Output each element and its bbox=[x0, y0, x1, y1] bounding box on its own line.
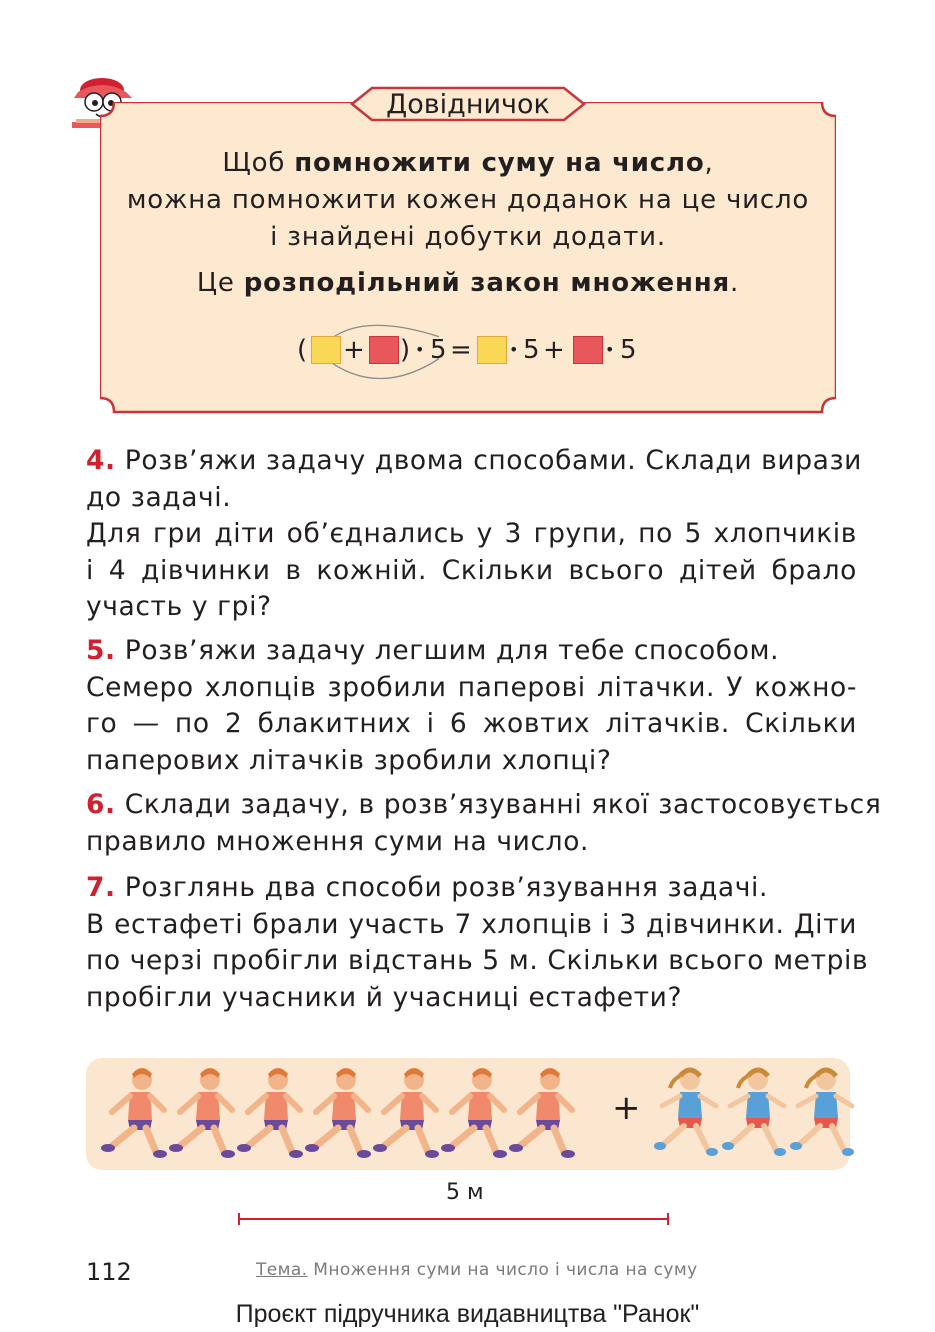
relay-runners-illustration bbox=[86, 1058, 850, 1170]
formula-plus: + bbox=[343, 335, 365, 365]
reference-box bbox=[100, 89, 836, 412]
task-5 bbox=[86, 633, 857, 779]
project-note: Проєкт підручника видавництва "Ранок" bbox=[235, 1300, 700, 1328]
task-line: участь у грі? bbox=[86, 591, 272, 622]
task-line: до задачі. bbox=[86, 481, 232, 513]
task-number: 7. bbox=[86, 872, 116, 903]
formula-dot: • bbox=[415, 340, 425, 359]
task-7 bbox=[86, 870, 869, 1016]
task-line: 5. Розв’яжи задачу легшим для тебе способом. bbox=[86, 635, 780, 666]
footer-topic: Тема. Множення суми на число і числа на суму bbox=[256, 1260, 698, 1280]
reference-rule-line-1: Щоб помножити суму на число, bbox=[222, 148, 714, 178]
reference-rule-line-3: і знайдені добутки додати. bbox=[270, 222, 666, 252]
task-line: по черзі пробігли відстань 5 м. Скільки всього метрів bbox=[86, 945, 869, 976]
formula-dot: • bbox=[509, 340, 519, 359]
yellow-square bbox=[477, 336, 507, 364]
girl-runner-icon bbox=[782, 1062, 862, 1162]
task-line: 4. Розв’яжи задачу двома способами. Склади вирази bbox=[86, 445, 863, 476]
runners-plus: + bbox=[612, 1088, 641, 1128]
task-line: пробігли учасники й учасниці естафети? bbox=[86, 981, 683, 1013]
task-line: паперових літачків зробили хлопці? bbox=[86, 744, 612, 776]
formula-close-paren: ) bbox=[400, 335, 411, 365]
formula-five: 5 bbox=[430, 335, 447, 365]
task-line: го — по 2 блакитних і 6 жовтих літачків. Скільки bbox=[86, 708, 857, 739]
formula-equals: = bbox=[450, 335, 472, 365]
task-4 bbox=[86, 443, 863, 626]
formula-five: 5 bbox=[620, 335, 637, 365]
task-line: Для гри діти об’єднались у 3 групи, по 5 хлопчиків bbox=[86, 518, 857, 549]
reference-title: Довідничок bbox=[386, 89, 550, 120]
formula-dot: • bbox=[605, 340, 615, 359]
reference-rule-line-2: можна помножити кожен доданок на це число bbox=[126, 185, 810, 215]
task-line: і 4 дівчинки в кожній. Скільки всього дітей брало bbox=[86, 554, 857, 586]
boy-runner-icon bbox=[500, 1062, 580, 1162]
task-line: 7. Розглянь два способи розв’язування задачі. bbox=[86, 872, 768, 903]
task-6 bbox=[86, 787, 882, 860]
task-line: В естафеті брали участь 7 хлопців і 3 дівчинки. Діти bbox=[86, 908, 857, 940]
formula-open-paren: ( bbox=[297, 335, 308, 365]
red-square bbox=[369, 336, 399, 364]
page-number: 112 bbox=[86, 1258, 132, 1286]
formula-five: 5 bbox=[523, 335, 540, 365]
task-line: Семеро хлопців зробили паперові літачки. У кожно- bbox=[86, 671, 857, 703]
task-number: 4. bbox=[86, 445, 116, 476]
distance-label: 5 м bbox=[446, 1180, 484, 1205]
task-number: 5. bbox=[86, 635, 116, 666]
formula-plus: + bbox=[543, 335, 565, 365]
distance-segment bbox=[238, 1212, 672, 1226]
task-number: 6. bbox=[86, 789, 116, 820]
yellow-square bbox=[311, 336, 341, 364]
task-line: правило множення суми на число. bbox=[86, 825, 590, 857]
task-line: 6. Склади задачу, в розв’язуванні якої застосовується bbox=[86, 789, 882, 820]
red-square bbox=[573, 336, 603, 364]
reference-law-line: Це розподільний закон множення. bbox=[196, 268, 740, 298]
